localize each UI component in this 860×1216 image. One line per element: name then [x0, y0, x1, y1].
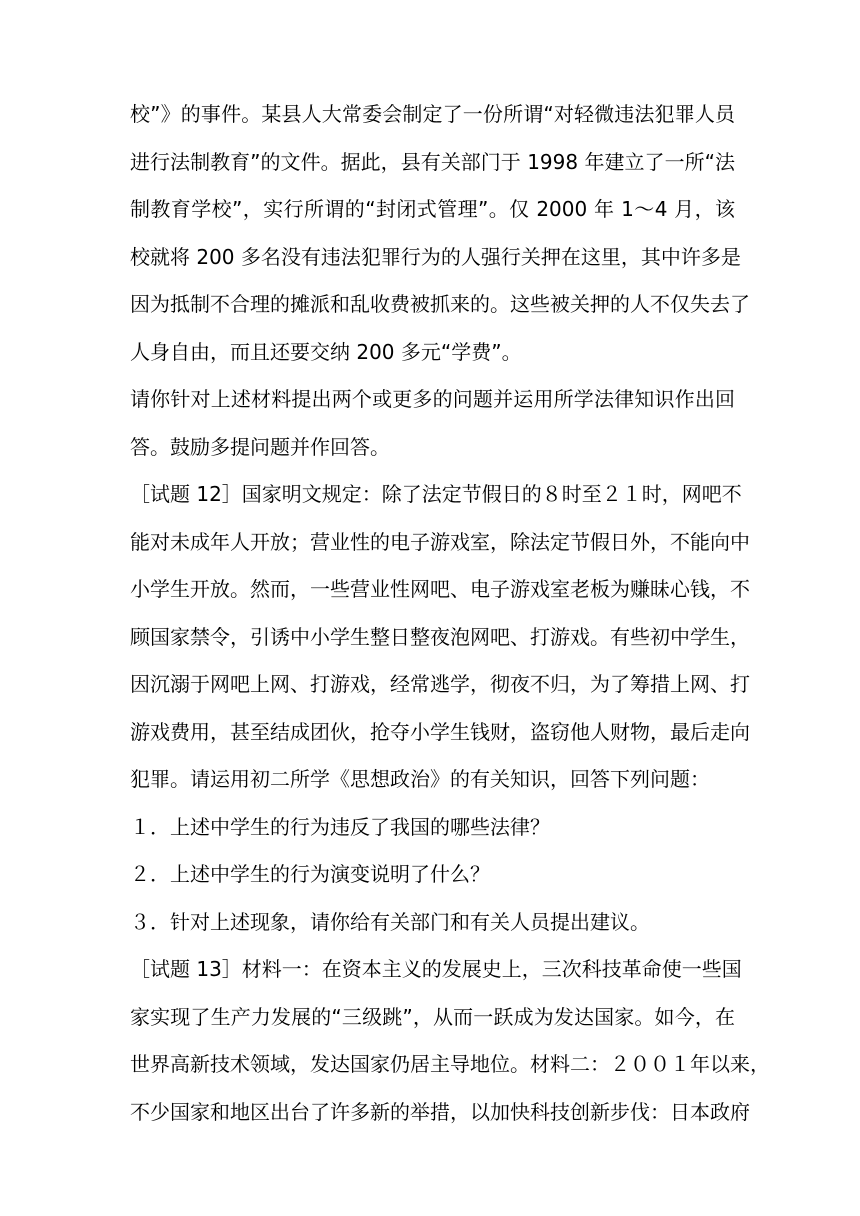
question-item: １．上述中学生的行为违反了我国的哪些法律？: [130, 814, 550, 839]
paragraph-line: 校就将 200 多名没有违法犯罪行为的人强行关押在这里，其中许多是: [130, 244, 741, 269]
question-12-line: ［试题 12］国家明文规定：除了法定节假日的８时至２１时，网吧不: [130, 482, 742, 506]
paragraph-line: 犯罪。请运用初二所学《思想政治》的有关知识，回答下列问题：: [130, 767, 710, 791]
paragraph-line: 因沉溺于网吧上网、打游戏，经常逃学，彻夜不归，为了筹措上网、打: [130, 672, 750, 696]
paragraph-line: 能对未成年人开放；营业性的电子游戏室，除法定节假日外，不能向中: [130, 529, 750, 554]
paragraph-line: 校”》的事件。某县人大常委会制定了一份所谓“对轻微违法犯罪人员: [130, 102, 735, 126]
question-item: ２．上述中学生的行为演变说明了什么？: [130, 862, 490, 886]
paragraph-line: 因为抵制不合理的摊派和乱收费被抓来的。这些被关押的人不仅失去了: [130, 292, 750, 316]
paragraph-line: 进行法制教育”的文件。据此，县有关部门于 1998 年建立了一所“法: [130, 149, 735, 174]
question-13-line: ［试题 13］材料一：在资本主义的发展史上，三次科技革命使一些国: [130, 957, 742, 981]
paragraph-line: 人身自由，而且还要交纳 200 多元“学费”。: [130, 339, 522, 364]
paragraph-line: 请你针对上述材料提出两个或更多的问题并运用所学法律知识作出回: [130, 387, 735, 411]
paragraph-line: 制教育学校”，实行所谓的“封闭式管理”。仅 2000 年 1～4 月，该: [130, 197, 735, 221]
paragraph-line: 顾国家禁令，引诱中小学生整日整夜泡网吧、打游戏。有些初中学生，: [130, 624, 750, 649]
question-item: ３．针对上述现象，请你给有关部门和有关人员提出建议。: [130, 909, 650, 934]
paragraph-line: 游戏费用，甚至结成团伙，抢夺小学生钱财，盗窃他人财物，最后走向: [130, 719, 750, 744]
paragraph-line: 世界高新技术领域，发达国家仍居主导地位。材料二：２００１年以来，: [130, 1052, 770, 1076]
paragraph-line: 答。鼓励多提问题并作回答。: [130, 434, 390, 459]
paragraph-line: 家实现了生产力发展的“三级跳”，从而一跃成为发达国家。如今，在: [130, 1004, 735, 1029]
paragraph-line: 小学生开放。然而，一些营业性网吧、电子游戏室老板为赚昧心钱，不: [130, 577, 750, 601]
document-page: [130, 102, 770, 1147]
paragraph-line: 不少国家和地区出台了许多新的举措，以加快科技创新步伐：日本政府: [130, 1099, 750, 1124]
